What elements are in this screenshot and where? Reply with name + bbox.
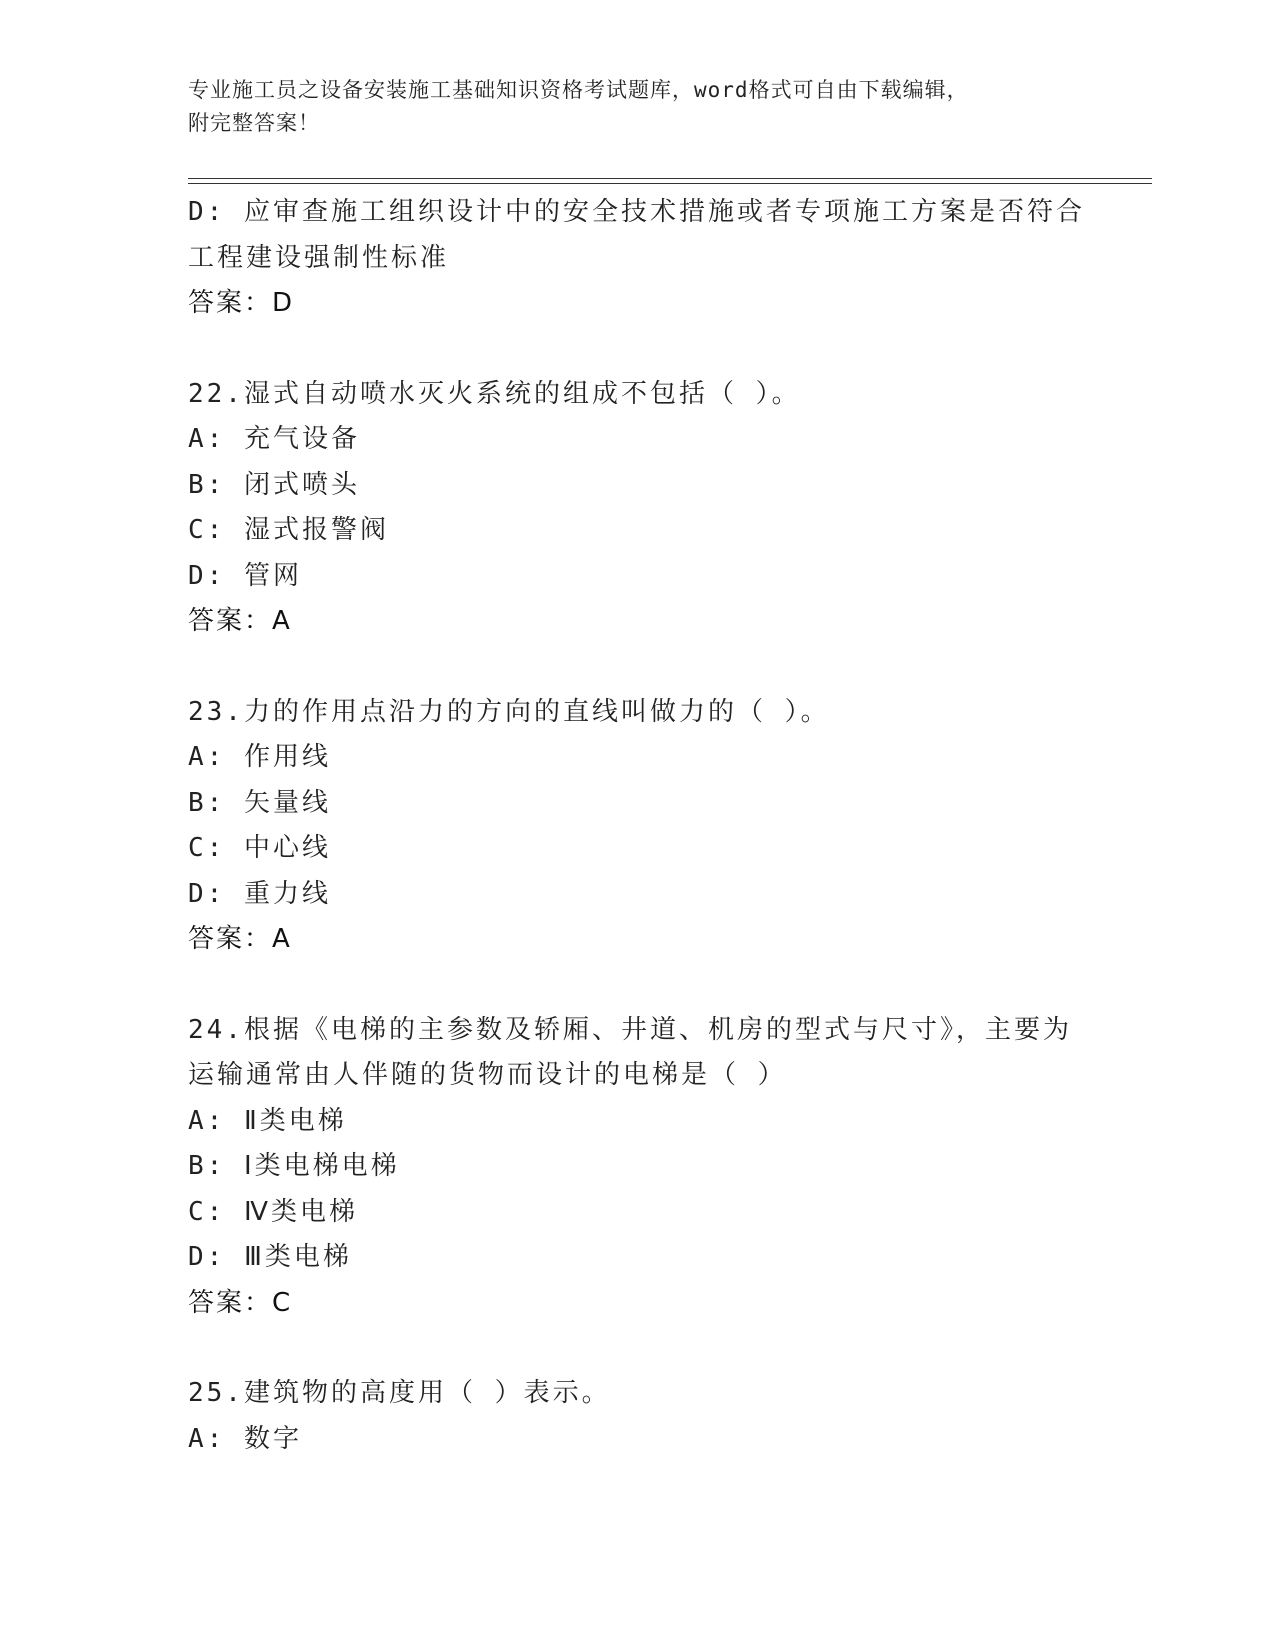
option-a: A: 数字 xyxy=(188,1423,302,1454)
option-c: C: 湿式报警阀 xyxy=(188,515,389,545)
question-stem: 25.建筑物的高度用（ ）表示。 xyxy=(188,1378,611,1408)
option-b: B: 闭式喷头 xyxy=(188,469,360,500)
header-divider-top xyxy=(188,178,1152,179)
option-d: D: 应审查施工组织设计中的安全技术措施或者专项施工方案是否符合 xyxy=(188,197,1085,227)
answer-line: 答案：D xyxy=(188,288,295,318)
question-stem-continued: 运输通常由人伴随的货物而设计的电梯是（ ） xyxy=(188,1060,787,1090)
question-24 xyxy=(188,1008,1088,1327)
question-22 xyxy=(188,372,1088,645)
option-d: D: 重力线 xyxy=(188,878,331,909)
option-d: D: Ⅲ类电梯 xyxy=(188,1242,352,1272)
header-divider-bottom xyxy=(188,183,1152,184)
header-line-1: 专业施工员之设备安装施工基础知识资格考试题库，word格式可自由下载编辑， xyxy=(188,78,969,102)
header-line-2: 附完整答案！ xyxy=(188,111,320,135)
question-23 xyxy=(188,690,1088,963)
document-body xyxy=(188,190,1088,1462)
option-a: A: Ⅱ类电梯 xyxy=(188,1105,347,1136)
question-stem: 24.根据《电梯的主参数及轿厢、井道、机房的型式与尺寸》，主要为 xyxy=(188,1014,1072,1045)
option-b: B: Ⅰ类电梯电梯 xyxy=(188,1151,400,1181)
option-c: C: Ⅳ类电梯 xyxy=(188,1196,358,1227)
document-header xyxy=(188,74,1088,140)
option-d: D: 管网 xyxy=(188,560,302,591)
carryover-question xyxy=(188,190,1088,327)
option-a: A: 充气设备 xyxy=(188,424,360,454)
question-stem: 23.力的作用点沿力的方向的直线叫做力的（ ）。 xyxy=(188,696,830,727)
option-d-continued: 工程建设强制性标准 xyxy=(188,242,450,273)
option-a: A: 作用线 xyxy=(188,742,331,772)
answer-line: 答案：C xyxy=(188,1287,293,1318)
answer-line: 答案：A xyxy=(188,924,292,954)
question-stem: 22.湿式自动喷水灭火系统的组成不包括（ ）。 xyxy=(188,378,801,409)
question-25 xyxy=(188,1371,1088,1462)
option-c: C: 中心线 xyxy=(188,833,331,863)
answer-line: 答案：A xyxy=(188,606,292,636)
option-b: B: 矢量线 xyxy=(188,787,331,818)
